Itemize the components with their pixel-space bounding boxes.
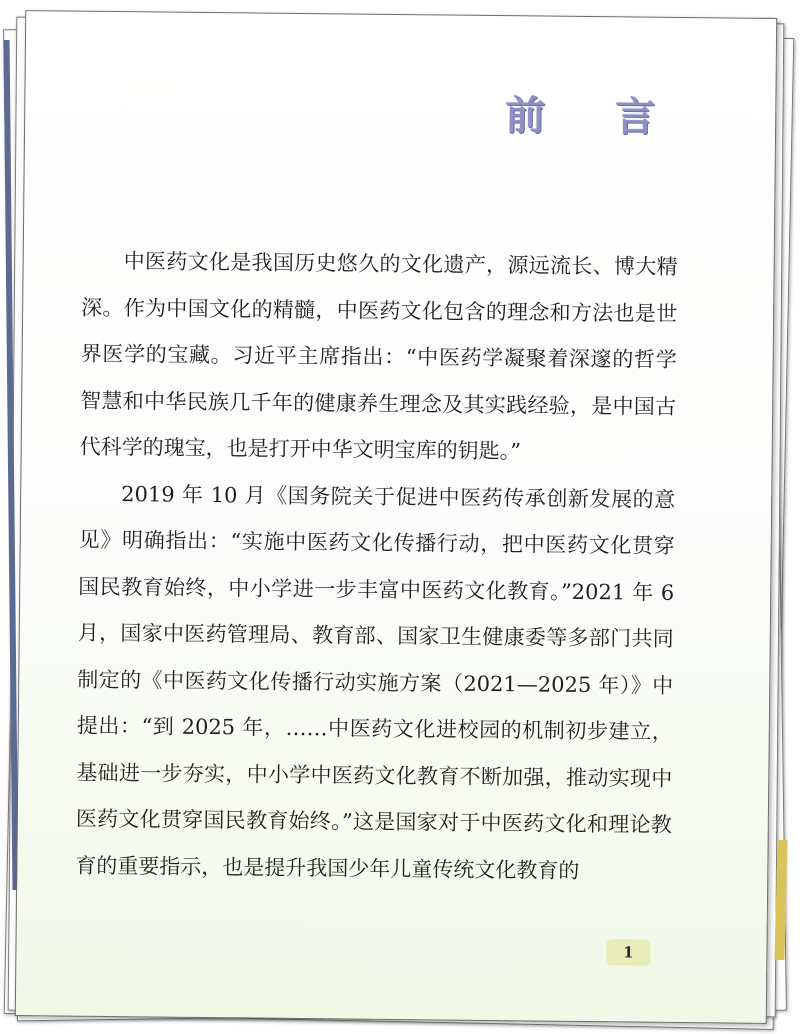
paragraph: 中医药文化是我国历史悠久的文化遗产，源远流长、博大精深。作为中国文化的精髓，中医药文化包含的理念和方法也是世界医学的宝藏。习近平主席指出：“中医药学凝聚着深邃的哲学智慧和中华民族几千年的健康养生理念及其实践经验，是中国古代科学的瑰宝，也是打开中华文明宝库的钥匙。”: [79, 249, 678, 464]
page-title: 前 言: [505, 93, 684, 141]
paragraph: 2019 年 10 月《国务院关于促进中医药传承创新发展的意见》明确指出：“实施中医药文化传播行动，把中医药文化贯穿国民教育始终，中小学进一步丰富中医药文化教育。”2021 年 6 月，国家中医药管理局、教育部、国家卫生健康委等多部门共同制定的《中医药文化传播行动实施方案（2021—2025 年）》中提出：“到 2025 年，……中医药文化进校园的机制初步建立，基础进一步夯实，中小学中医药文化教育不断加强，推动实现中医药文化贯穿国民教育始终。”这是国家对于中医药文化和理论教育的重要指示，也是提升我国少年儿童传统文化教育的: [75, 481, 676, 883]
book-page: [15, 10, 777, 1024]
page-number: 1: [606, 939, 650, 965]
body-text: [75, 238, 678, 895]
